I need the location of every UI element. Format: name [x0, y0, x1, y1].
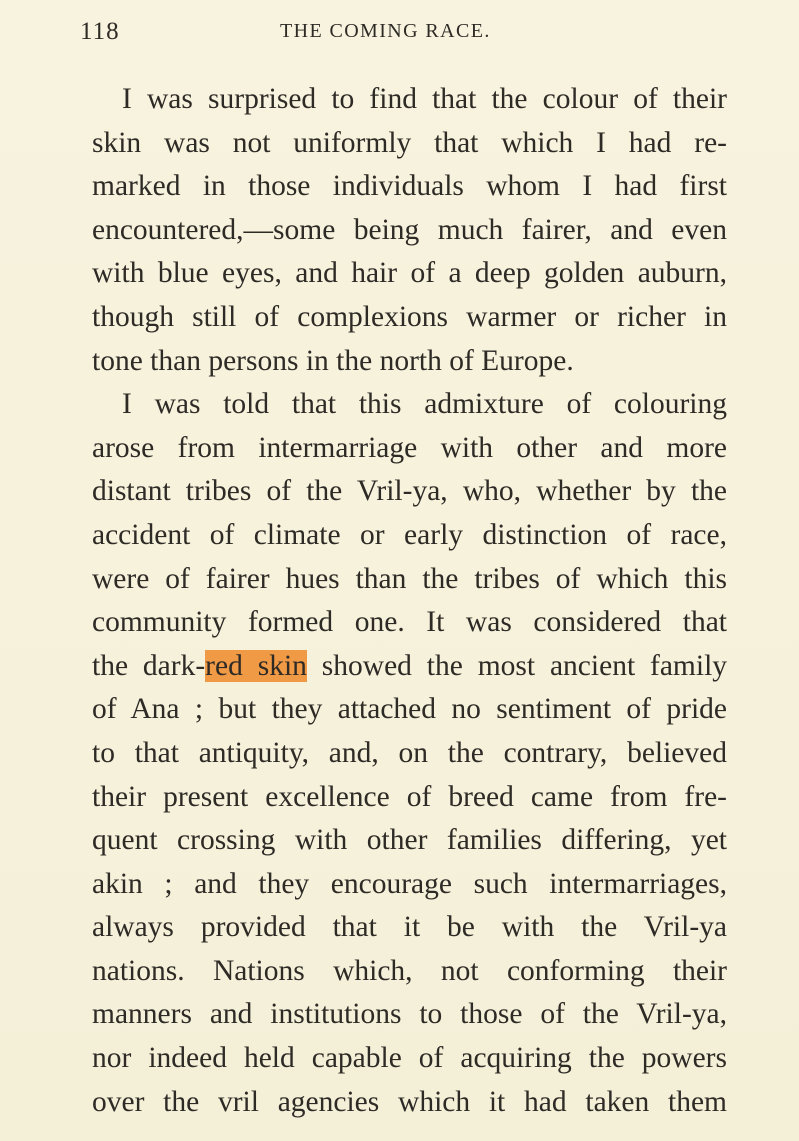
text-line: encountered,—some being much fairer, and even — [92, 213, 727, 246]
text-line: of Ana ; but they attached no sentiment of pride — [92, 693, 727, 726]
text-before-highlight: the dark- — [92, 649, 206, 682]
text-line: manners and institutions to those of the Vril-ya, — [92, 998, 727, 1031]
running-title: THE COMING RACE. — [280, 20, 491, 42]
text-line: their present excellence of breed came from fre- — [92, 780, 727, 813]
text-line: with blue eyes, and hair of a deep golden auburn, — [92, 257, 727, 290]
text-line: were of fairer hues than the tribes of which this — [92, 562, 727, 595]
highlighted-text: red skin — [205, 649, 307, 682]
page-number: 118 — [80, 18, 120, 45]
text-after-highlight: showed the most ancient family — [306, 649, 728, 682]
running-head — [80, 18, 730, 48]
text-line: quent crossing with other families differing, yet — [92, 824, 727, 857]
text-line: tone than persons in the north of Europe. — [92, 344, 574, 377]
text-line: nations. Nations which, not conforming their — [92, 954, 727, 987]
text-line: accident of climate or early distinction of race, — [92, 518, 727, 551]
text-line: I was told that this admixture of colouring — [122, 388, 727, 421]
text-line-highlighted — [92, 645, 727, 689]
text-line: to that antiquity, and, on the contrary, believed — [92, 736, 727, 769]
text-line: marked in those individuals whom I had first — [92, 170, 727, 203]
text-line: distant tribes of the Vril-ya, who, whether by the — [92, 475, 727, 508]
text-line: arose from intermarriage with other and more — [92, 431, 727, 464]
body-text — [92, 78, 727, 1124]
text-line: skin was not uniformly that which I had re- — [92, 126, 727, 159]
text-line: over the vril agencies which it had taken them — [92, 1085, 727, 1118]
text-line: akin ; and they encourage such intermarriages, — [92, 867, 727, 900]
text-line: community formed one. It was considered that — [92, 606, 727, 639]
text-line: though still of complexions warmer or richer in — [92, 300, 727, 333]
text-line: I was surprised to find that the colour of their — [122, 83, 727, 115]
text-line: always provided that it be with the Vril-ya — [92, 911, 727, 944]
text-line: nor indeed held capable of acquiring the powers — [92, 1042, 727, 1075]
